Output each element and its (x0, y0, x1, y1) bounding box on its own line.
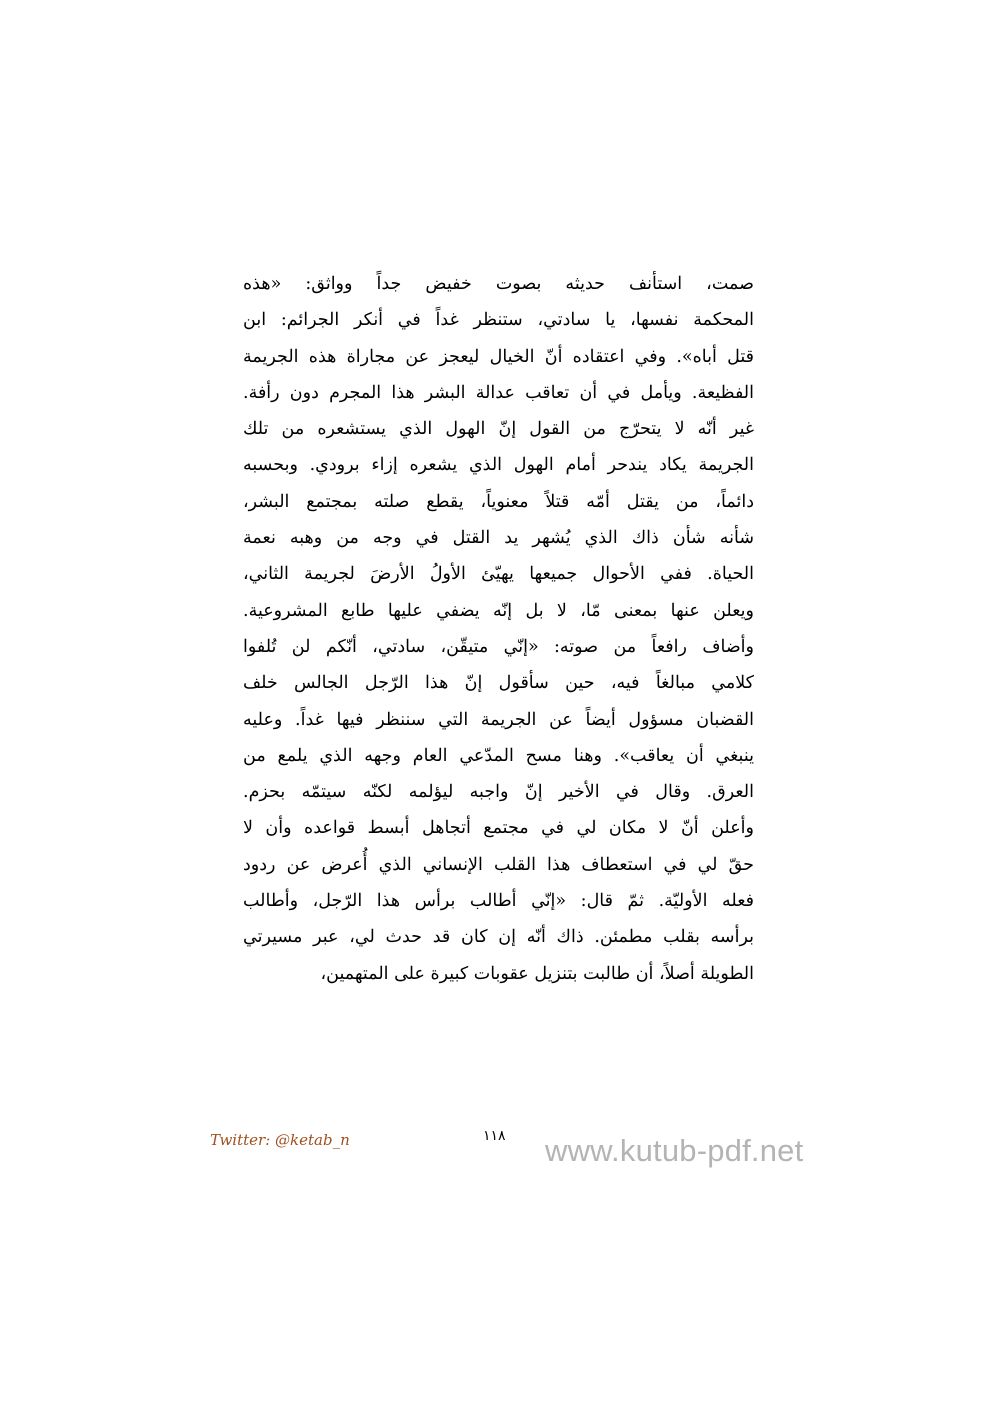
text-line: قتل أباه». وفي اعتقاده أنّ الخيال ليعجز عن مجاراة هذه الجريمة (243, 346, 754, 367)
text-line: شأنه شأن ذاك الذي يُشهر يد القتل في وجه من وهبه نعمة (243, 528, 754, 549)
text-line: الحياة. ففي الأحوال جميعها يهيّئ الأولُ الأرضَ لجريمة الثاني، (243, 564, 754, 585)
page-number: ١١٨ (483, 1128, 506, 1144)
text-line: غير أنّه لا يتحرّج من القول إنّ الهول الذي يستشعره من تلك (243, 419, 754, 440)
text-line: ويعلن عنها بمعنى مّا، لا بل إنّه يضفي عليها طابع المشروعية. (243, 600, 754, 621)
text-line: برأسه بقلب مطمئن. ذاك أنّه إن كان قد حدث لي، عبر مسيرتي (243, 927, 754, 948)
text-line: القضبان مسؤول أيضاً عن الجريمة التي سننظر فيها غداً. وعليه (243, 709, 754, 730)
text-line: فعله الأوليّة. ثمّ قال: «إنّي أطالب برأس هذا الرّجل، وأطالب (243, 891, 754, 912)
text-line: حقّ لي في استعطاف هذا القلب الإنساني الذي أُعرض عن ردود (243, 854, 754, 875)
text-line: وأعلن أنّ لا مكان لي في مجتمع أتجاهل أبسط قواعده وأن لا (243, 818, 754, 839)
text-line: المحكمة نفسها، يا سادتي، ستنظر غداً في أنكر الجرائم: ابن (243, 310, 754, 331)
text-line: وأضاف رافعاً من صوته: «إنّي متيقّن، سادتي، أنّكم لن تُلفوا (243, 636, 754, 657)
text-line: الفظيعة. ويأمل في أن تعاقب عدالة البشر هذا المجرم دون رأفة. (243, 382, 754, 403)
text-line: دائماً، من يقتل أمّه قتلاً معنوياً، يقطع صلته بمجتمع البشر، (243, 491, 754, 512)
text-line: كلامي مبالغاً فيه، حين سأقول إنّ هذا الرّجل الجالس خلف (243, 673, 754, 694)
body-text (243, 266, 754, 992)
text-line: صمت، استأنف حديثه بصوت خفيض جداً وواثق: «هذه (243, 274, 754, 294)
text-line: الطويلة أصلاً، أن طالبت بتنزيل عقوبات كبيرة على المتهمين، (320, 963, 754, 984)
text-line: ينبغي أن يعاقب». وهنا مسح المدّعي العام وجهه الذي يلمع من (243, 745, 754, 766)
text-line: الجريمة يكاد يندحر أمام الهول الذي يشعره إزاء برودي. وبحسبه (243, 455, 754, 476)
text-line: العرق. وقال في الأخير إنّ واجبه ليؤلمه لكنّه سيتمّه بحزم. (243, 782, 754, 803)
twitter-handle: Twitter: @ketab_n (210, 1131, 350, 1149)
watermark-url: www.kutub-pdf.net (545, 1133, 804, 1168)
